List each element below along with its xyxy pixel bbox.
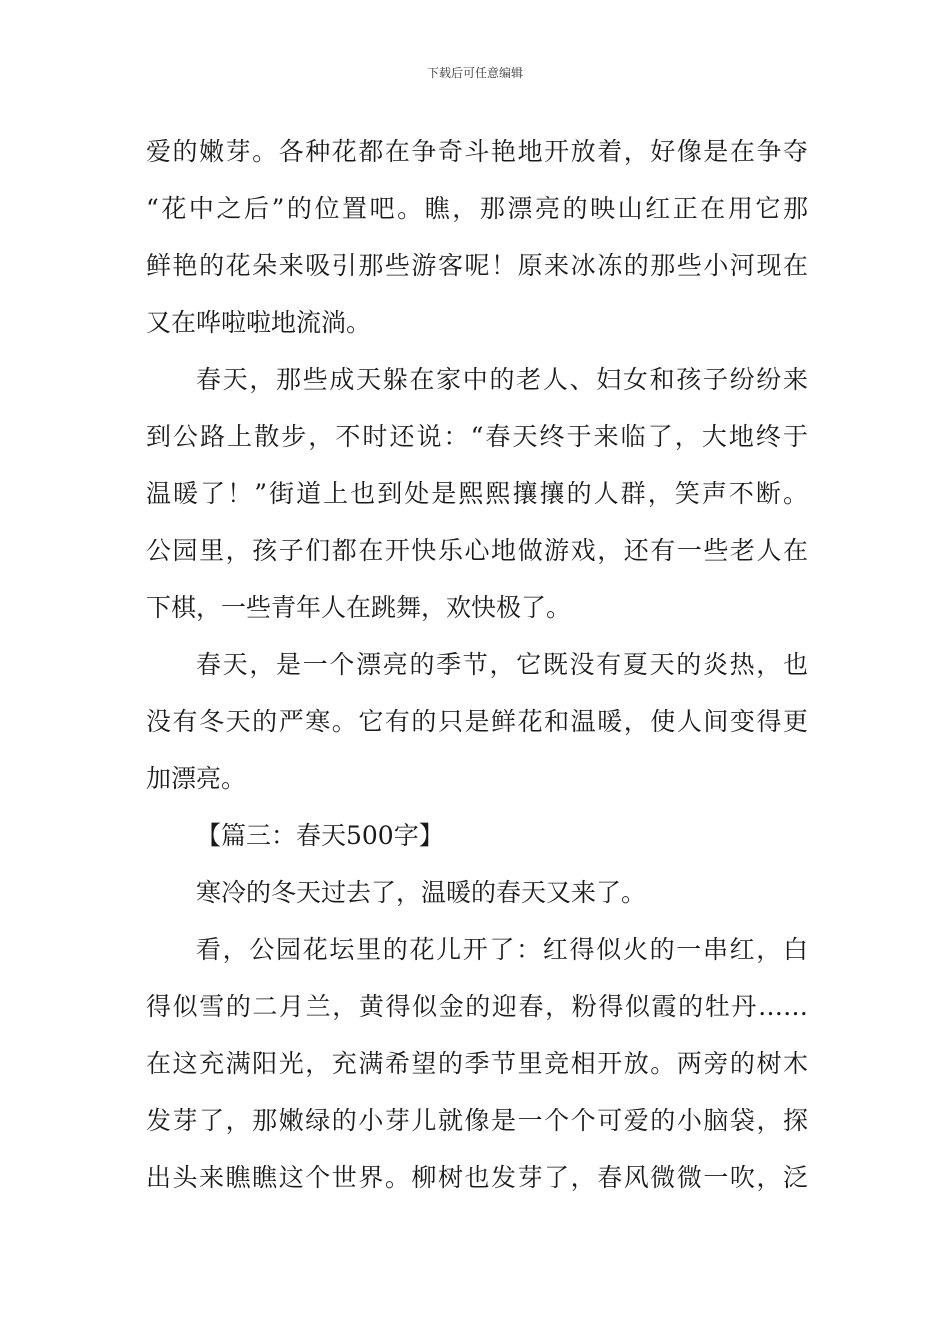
text-line: “花中之后”的位置吧。瞧，那漂亮的映山红正在用它那	[146, 194, 808, 223]
text-line: 出头来瞧瞧这个世界。柳树也发芽了，春风微微一吹，泛	[146, 1163, 808, 1192]
text-line: 寒冷的冬天过去了，温暖的春天又来了。	[196, 878, 647, 907]
text-line: 春天，那些成天躲在家中的老人、妇女和孩子纷纷来	[196, 365, 808, 394]
text-line: 得似雪的二月兰，黄得似金的迎春，粉得似霞的牡丹……	[146, 992, 808, 1021]
text-line: 又在哗啦啦地流淌。	[146, 308, 372, 337]
text-line: 到公路上散步，不时还说：“春天终于来临了，大地终于	[146, 422, 808, 451]
text-line: 发芽了，那嫩绿的小芽儿就像是一个个可爱的小脑袋，探	[146, 1106, 808, 1135]
text-line: 爱的嫩芽。各种花都在争奇斗艳地开放着，好像是在争夺	[146, 137, 808, 166]
text-line: 春天，是一个漂亮的季节，它既没有夏天的炎热，也	[196, 650, 808, 679]
text-line: 没有冬天的严寒。它有的只是鲜花和温暖，使人间变得更	[146, 707, 808, 736]
text-line: 看，公园花坛里的花儿开了：红得似火的一串红，白	[196, 935, 808, 964]
section-heading: 【篇三：春天500字】	[196, 821, 444, 850]
text-line: 在这充满阳光，充满希望的季节里竞相开放。两旁的树木	[146, 1049, 808, 1078]
page-header: 下载后可任意编辑	[426, 66, 523, 80]
text-line: 公园里，孩子们都在开快乐心地做游戏，还有一些老人在	[146, 536, 808, 565]
text-line: 鲜艳的花朵来吸引那些游客呢！原来冰冻的那些小河现在	[146, 251, 808, 280]
text-line: 加漂亮。	[146, 764, 247, 793]
text-line: 下棋，一些青年人在跳舞，欢快极了。	[146, 593, 572, 622]
text-line: 温暖了！”街道上也到处是熙熙攘攘的人群，笑声不断。	[146, 479, 808, 508]
document-body	[146, 123, 808, 1206]
